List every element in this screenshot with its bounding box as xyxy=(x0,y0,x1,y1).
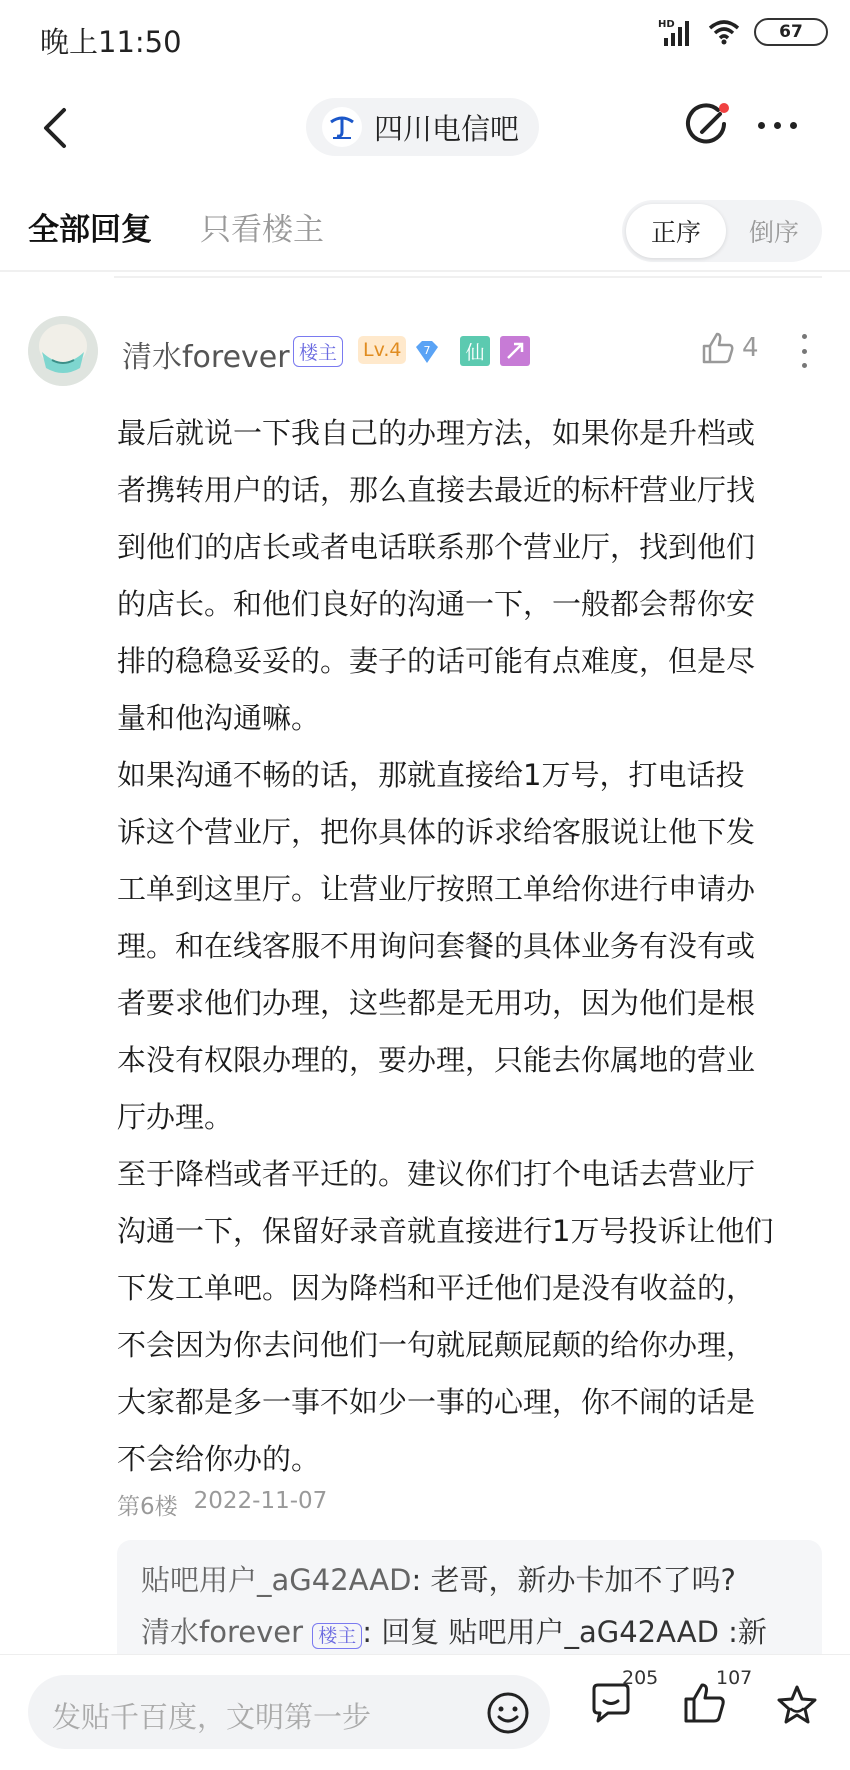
paragraph-line: 本没有权限办理的，要办理，只能去你属地的营业 xyxy=(117,1043,756,1077)
battery-level: 67 xyxy=(779,22,803,42)
wifi-icon xyxy=(708,19,740,45)
edit-icon xyxy=(682,100,734,152)
tab-op-only[interactable]: 只看楼主 xyxy=(200,212,324,248)
paragraph-line: 厅办理。 xyxy=(117,1100,234,1134)
like-count: 107 xyxy=(716,1667,753,1689)
reply-separator: : xyxy=(411,1563,431,1597)
paragraph-line: 不会给你办的。 xyxy=(117,1442,321,1476)
more-options-button[interactable] xyxy=(758,110,806,140)
like-count-button[interactable] xyxy=(682,1667,753,1729)
paragraph-line: 沟通一下，保留好录音就直接进行1万号投诉让他们 xyxy=(117,1214,774,1248)
sort-ascending-button[interactable]: 正序 xyxy=(626,204,726,258)
post-like-button[interactable] xyxy=(700,330,759,366)
emoji-icon[interactable] xyxy=(486,1691,530,1735)
op-badge: 楼主 xyxy=(293,336,343,367)
paragraph-line: 到他们的店长或者电话联系那个营业厅，找到他们 xyxy=(117,530,756,564)
divider xyxy=(0,270,850,272)
china-telecom-logo xyxy=(322,107,362,147)
new-post-button[interactable] xyxy=(682,100,734,152)
paragraph-line: 工单到这里厅。让营业厅按照工单给你进行申请办 xyxy=(117,872,756,906)
comment-count-button[interactable] xyxy=(588,1667,659,1729)
paragraph-line: 诉这个营业厅，把你具体的诉求给客服说让他下发 xyxy=(117,815,756,849)
back-button[interactable] xyxy=(36,104,76,152)
forum-title-pill[interactable] xyxy=(306,98,539,156)
battery-icon xyxy=(754,18,828,46)
paragraph-line: 不会因为你去问他们一句就屁颠屁颠的给你办理， xyxy=(117,1328,756,1362)
divider xyxy=(114,276,822,278)
chevron-left-icon xyxy=(36,104,76,152)
post-like-count: 4 xyxy=(742,333,759,363)
xian-badge: 仙 xyxy=(460,336,490,366)
gem-badge xyxy=(412,337,442,367)
forum-name: 四川电信吧 xyxy=(374,111,520,146)
floor-number: 第6楼 xyxy=(117,1494,178,1520)
username[interactable]: 清水forever xyxy=(122,340,290,375)
reply-username[interactable]: 贴吧用户_aG42AAD xyxy=(141,1563,412,1597)
paragraph-line: 如果沟通不畅的话，那就直接给1万号，打电话投 xyxy=(117,758,745,792)
paragraph-line: 者要求他们办理，这些都是无用功，因为他们是根 xyxy=(117,986,756,1020)
op-badge: 楼主 xyxy=(312,1623,362,1649)
thumbs-up-icon xyxy=(700,330,736,366)
gem-level: 7 xyxy=(423,344,431,357)
comment-input[interactable] xyxy=(28,1675,550,1749)
paragraph-line: 下发工单吧。因为降档和平迁他们是没有收益的， xyxy=(117,1271,756,1305)
paragraph-line: 至于降档或者平迁的。建议你们打个电话去营业厅 xyxy=(117,1157,756,1191)
bottom-bar xyxy=(0,1654,850,1770)
avatar[interactable] xyxy=(28,316,98,386)
paragraph-line: 者携转用户的话，那么直接去最近的标杆营业厅找 xyxy=(117,473,756,507)
signal-icon xyxy=(658,18,694,46)
tab-all-replies[interactable]: 全部回复 xyxy=(28,212,152,248)
level-badge: Lv.4 xyxy=(358,336,406,364)
status-icons xyxy=(658,18,828,46)
post-meta xyxy=(117,1488,327,1521)
paragraph-line: 的店长。和他们良好的沟通一下，一般都会帮你安 xyxy=(117,587,756,621)
sort-descending-button[interactable]: 倒序 xyxy=(748,218,799,247)
paragraph-line: 量和他沟通嘛。 xyxy=(117,701,321,735)
paragraph-line: 排的稳稳妥妥的。妻子的话可能有点难度，但是尽 xyxy=(117,644,756,678)
sort-toggle xyxy=(622,200,822,262)
reply-text: 回复 贴吧用户_aG42AAD :新 xyxy=(381,1615,767,1649)
zodiac-badge-icon xyxy=(500,336,530,366)
star-icon xyxy=(774,1683,820,1727)
post-date: 2022-11-07 xyxy=(193,1488,328,1514)
reply-separator: : xyxy=(362,1615,382,1649)
favorite-button[interactable] xyxy=(774,1683,820,1731)
paragraph-line: 大家都是多一事不如少一事的心理，你不闹的话是 xyxy=(117,1385,756,1419)
sub-reply[interactable] xyxy=(141,1610,767,1651)
post-body xyxy=(117,405,817,1488)
comment-count: 205 xyxy=(622,1667,659,1689)
paragraph-line: 最后就说一下我自己的办理方法，如果你是升档或 xyxy=(117,416,756,450)
post-more-button[interactable] xyxy=(800,334,808,368)
status-time: 晚上11:50 xyxy=(40,25,182,59)
sub-reply[interactable] xyxy=(141,1558,736,1599)
svg-text:HD: HD xyxy=(658,19,675,30)
paragraph-line: 理。和在线客服不用询问套餐的具体业务有没有或 xyxy=(117,929,756,963)
reply-username[interactable]: 清水forever xyxy=(141,1615,304,1649)
reply-text: 老哥，新办卡加不了吗? xyxy=(430,1563,736,1597)
comment-placeholder: 发贴千百度，文明第一步 xyxy=(52,1700,372,1734)
